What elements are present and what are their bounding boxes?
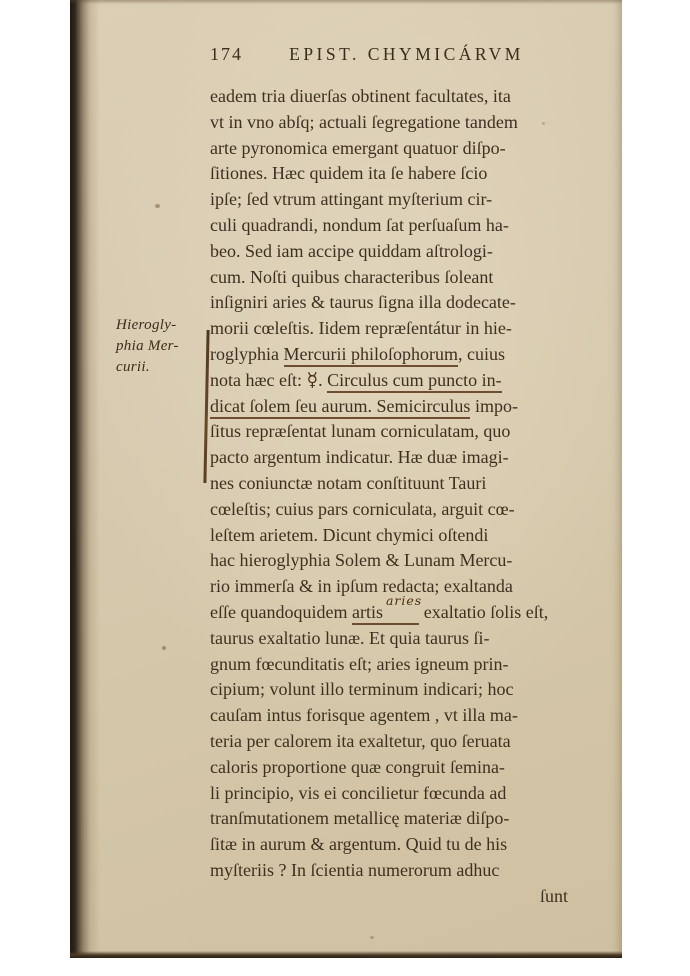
text-line (210, 213, 568, 239)
text-segment: cum. Noſti quibus characteribus ſoleant (210, 266, 494, 287)
text-line (210, 832, 568, 858)
text-line (210, 110, 568, 136)
text-segment: gnum fœcunditatis eſt; aries igneum prin- (210, 653, 509, 674)
text-segment: exaltatio ſolis eſt, (419, 601, 549, 622)
book-page (70, 0, 622, 958)
running-title: EPIST. CHYMICÁRVM (289, 44, 524, 64)
text-segment: morii cœleſtis. Iidem repræſentátur in hie- (210, 318, 512, 339)
text-segment: cipium; volunt illo terminum indicari; hoc (210, 679, 514, 700)
margin-note (116, 315, 210, 378)
text-line (210, 368, 568, 394)
text-segment: tranſmutationem metallicę materiæ diſpo- (210, 808, 510, 829)
text-line (210, 394, 568, 420)
text-line (210, 84, 568, 110)
text-line (210, 342, 568, 368)
text-segment: roglyphia (210, 343, 284, 364)
body-text (210, 84, 568, 910)
text-segment: impo- (470, 395, 518, 416)
text-line (210, 755, 568, 781)
text-line (210, 445, 568, 471)
text-segment: ſitiones. Hæc quidem ita ſe habere ſcio (210, 163, 488, 184)
text-line (210, 136, 568, 162)
catchword: ſunt (539, 885, 568, 906)
text-segment: eadem tria diuerſas obtinent facultates, ita (210, 86, 511, 106)
page-number: 174 (210, 44, 243, 64)
text-segment: culi quadrandi, nondum ſat perſuaſum ha- (210, 214, 509, 235)
text-segment: leſtem arietem. Dicunt chymici oſtendi (210, 524, 489, 545)
text-segment: inſigniri aries & taurus ſigna illa dodecate- (210, 292, 516, 313)
page-speckle (162, 646, 166, 650)
text-line (210, 523, 568, 549)
text-segment: arte pyronomica emergant quatuor diſpo- (210, 137, 506, 158)
page-speckle (155, 204, 160, 208)
text-segment: ſitæ in aurum & argentum. Quid tu de his (210, 834, 508, 855)
text-segment: ſitus repræſentat lunam corniculatam, quo (210, 421, 511, 442)
text-segment: eſſe quandoquidem (210, 601, 352, 622)
text-segment: ipſe; ſed vtrum attingant myſterium cir- (210, 189, 493, 210)
ink-underlined-text: Circulus cum puncto in- (327, 370, 501, 393)
text-line (210, 806, 568, 832)
text-line (210, 652, 568, 678)
text-segment: myſteriis ? In ſcientia numerorum adhuc (210, 859, 500, 880)
text-segment: caloris proportione quæ congruit ſemina- (210, 756, 505, 777)
text-line (210, 703, 568, 729)
text-segment: , cuius (457, 343, 505, 364)
text-segment: pacto argentum indicatur. Hæ duæ imagi- (210, 447, 509, 468)
text-line (210, 626, 568, 652)
text-line (210, 265, 568, 291)
text-line (210, 781, 568, 807)
margin-note-line: curii. (116, 359, 150, 375)
catchword-line (210, 884, 568, 910)
text-line (210, 497, 568, 523)
margin-note-line: Hierogly- (116, 317, 177, 333)
text-line (210, 161, 568, 187)
margin-note-line: phia Mer- (116, 338, 179, 354)
text-segment: rio immerſa & in ipſum redacta; exaltanda (210, 576, 513, 597)
text-segment: li principio, vis ei concilietur fœcunda ad (210, 782, 507, 803)
text-line (210, 419, 568, 445)
page-bottom-edge (70, 951, 622, 958)
text-line (210, 187, 568, 213)
text-line (210, 316, 568, 342)
ink-underlined-text: dicat ſolem ſeu aurum. Semicirculus (210, 396, 470, 419)
text-line (210, 858, 568, 884)
text-line (210, 548, 568, 574)
text-segment: cauſam intus forisque agentem , vt illa ma- (210, 705, 518, 726)
page-speckle (370, 936, 374, 939)
text-line (210, 677, 568, 703)
text-segment: . (318, 369, 328, 390)
text-segment: cœleſtis; cuius pars corniculata, arguit cœ- (210, 498, 515, 519)
ink-underlined-text: Mercurii philoſophorum (284, 344, 458, 367)
page-top-edge (70, 0, 622, 4)
text-segment: nes coniunctæ notam conſtituunt Tauri (210, 472, 487, 493)
text-segment: nota hæc eſt: (210, 369, 307, 390)
text-line (210, 239, 568, 265)
text-segment: taurus exaltatio lunæ. Et quia taurus ſi- (210, 627, 490, 648)
text-segment: teria per calorem ita exaltetur, quo ſeruata (210, 730, 511, 751)
mercury-symbol-glyph: ☿ (306, 368, 319, 391)
ink-underlined-text: artis$^{aries}$ (352, 602, 419, 625)
page-gutter-shadow (70, 0, 100, 958)
text-line (210, 290, 568, 316)
handwritten-annotation: aries (385, 592, 423, 608)
text-segment: beo. Sed iam accipe quiddam aſtrologi- (210, 240, 493, 261)
page-header (210, 44, 570, 65)
text-line (210, 729, 568, 755)
text-segment: hac hieroglyphia Solem & Lunam Mercu- (210, 550, 513, 571)
text-line (210, 592, 568, 626)
text-segment: vt in vno abſq; actuali ſegregatione tandem (210, 111, 518, 132)
text-line (210, 471, 568, 497)
